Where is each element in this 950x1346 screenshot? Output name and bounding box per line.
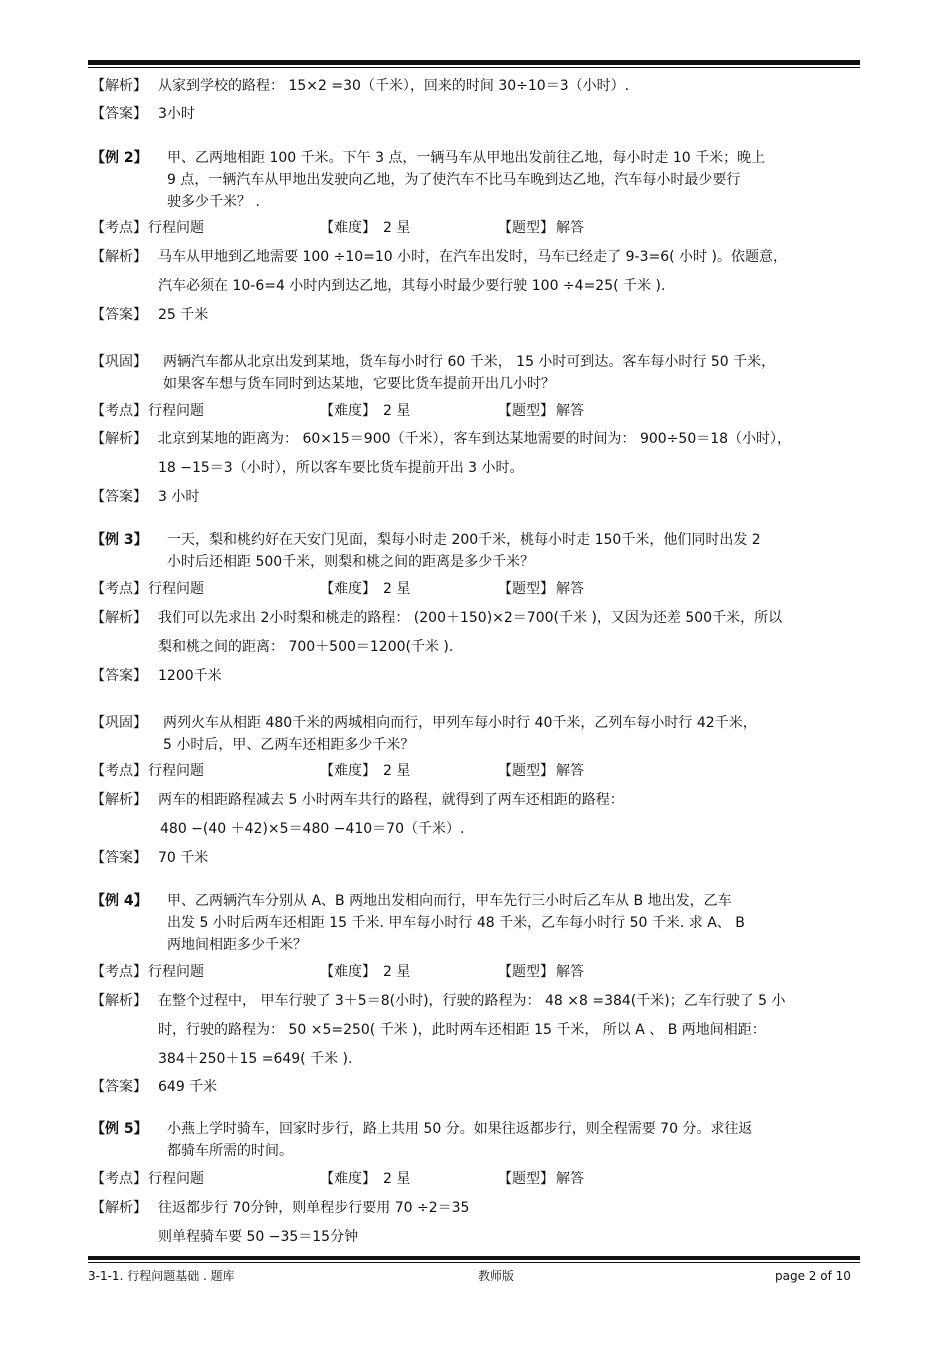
analysis-label: 【解析】 xyxy=(91,249,147,265)
answer-text: 649 千米 xyxy=(158,1079,218,1095)
question-type-label: 【题型】 xyxy=(498,1171,554,1187)
example-4-question-line3: 两地间相距多少千米？ xyxy=(167,937,307,953)
answer-label: 【答案】 xyxy=(91,850,147,866)
knowledge-point-label: 【考点】 xyxy=(91,403,147,419)
example-2-question-line1: 甲、乙两地相距 100 千米。下午 3 点，一辆马车从甲地出发前往乙地，每小时走 10 千米；晚上 xyxy=(167,150,766,166)
consolidation-question-line1: 两列火车从相距 480千米的两城相向而行，甲列车每小时行 40千米，乙列车每小时行 42千米， xyxy=(163,715,757,731)
analysis-line2: 时，行驶的路程为： 50 ×5=250( 千米 )，此时两车还相距 15 千米， 所以 A 、 B 两地间相距： xyxy=(158,1022,766,1038)
consolidation-question-line1: 两辆汽车都从北京出发到某地，货车每小时行 60 千米， 15 小时可到达。客车每小时行 50 千米， xyxy=(163,354,776,370)
header-rule-thin xyxy=(88,67,860,68)
analysis-line1: 往返都步行 70分钟，则单程步行要用 70 ÷2＝35 xyxy=(158,1200,470,1216)
analysis-line2: 480 −(40 ＋42)×5＝480 −410＝70（千米）. xyxy=(160,821,465,837)
example-5-question-line1: 小燕上学时骑车，回家时步行，路上共用 50 分。如果往返都步行，则全程需要 70 分。求往返 xyxy=(167,1121,753,1137)
analysis-line2: 梨和桃之间的距离： 700＋500＝1200(千米 ). xyxy=(158,639,454,655)
example-5-question-line2: 都骑车所需的时间。 xyxy=(167,1143,293,1159)
analysis-label: 【解析】 xyxy=(91,1200,147,1216)
consolidation-question-line2: 如果客车想与货车同时到达某地，它要比货车提前开出几小时？ xyxy=(163,376,555,392)
question-type-label: 【题型】 xyxy=(498,403,554,419)
answer-label: 【答案】 xyxy=(91,489,147,505)
example-2-question-line2: 9 点，一辆汽车从甲地出发驶向乙地，为了使汽车不比马车晚到达乙地，汽车每小时最少要行 xyxy=(167,172,741,188)
question-type-label: 【题型】 xyxy=(498,964,554,980)
analysis-line2: 则单程骑车要 50 −35＝15分钟 xyxy=(158,1229,359,1245)
difficulty-label: 【难度】 xyxy=(320,220,376,236)
question-type-label: 【题型】 xyxy=(498,581,554,597)
knowledge-point-label: 【考点】 xyxy=(91,220,147,236)
analysis-line2: 18 −15＝3（小时），所以客车要比货车提前开出 3 小时。 xyxy=(158,460,524,476)
difficulty-value: 2 星 xyxy=(383,403,411,419)
question-type-label: 【题型】 xyxy=(498,220,554,236)
footer-rule xyxy=(88,1256,860,1260)
example-4-label: 【例 4】 xyxy=(91,893,148,909)
answer-text: 70 千米 xyxy=(158,850,209,866)
question-type-value: 解答 xyxy=(556,220,584,236)
difficulty-label: 【难度】 xyxy=(320,964,376,980)
analysis-label: 【解析】 xyxy=(91,431,147,447)
answer-text: 3小时 xyxy=(158,106,195,122)
analysis-label: 【解析】 xyxy=(91,792,147,808)
example-3-label: 【例 3】 xyxy=(91,532,148,548)
answer-label: 【答案】 xyxy=(91,106,147,122)
knowledge-point-label: 【考点】 xyxy=(91,581,147,597)
header-rule xyxy=(88,60,860,65)
knowledge-point-label: 【考点】 xyxy=(91,1171,147,1187)
analysis-line1: 马车从甲地到乙地需要 100 ÷10=10 小时，在汽车出发时，马车已经走了 9-3=6( 小时 )。依题意， xyxy=(158,249,787,265)
analysis-line2: 汽车必须在 10-6=4 小时内到达乙地，其每小时最少要行驶 100 ÷4=25( 千米 ). xyxy=(158,278,666,294)
question-type-label: 【题型】 xyxy=(498,763,554,779)
footer-page-number: page 2 of 10 xyxy=(775,1269,851,1283)
knowledge-point-value: 行程问题 xyxy=(148,964,204,980)
footer-rule-thin xyxy=(88,1262,860,1263)
analysis-line1: 北京到某地的距离为： 60×15＝900（千米），客车到达某地需要的时间为： 900÷50＝18（小时）， xyxy=(158,431,792,447)
example-3-question-line1: 一天，梨和桃约好在天安门见面，梨每小时走 200千米，桃每小时走 150千米，他们同时出发 2 xyxy=(167,532,761,548)
difficulty-value: 2 星 xyxy=(383,581,411,597)
knowledge-point-value: 行程问题 xyxy=(148,220,204,236)
difficulty-label: 【难度】 xyxy=(320,1171,376,1187)
answer-label: 【答案】 xyxy=(91,1079,147,1095)
analysis-line1: 在整个过程中， 甲车行驶了 3＋5＝8(小时)，行驶的路程为： 48 ×8 =384(千米)；乙车行驶了 5 小 xyxy=(158,993,786,1009)
example-4-question-line2: 出发 5 小时后两车还相距 15 千米. 甲车每小时行 48 千米，乙车每小时行 50 千米. 求 A、 B xyxy=(167,915,745,931)
example-3-question-line2: 小时后还相距 500千米，则梨和桃之间的距离是多少千米？ xyxy=(167,554,535,570)
footer-left: 3-1-1. 行程问题基础 . 题库 xyxy=(88,1269,235,1283)
answer-text: 25 千米 xyxy=(158,307,209,323)
knowledge-point-value: 行程问题 xyxy=(148,763,204,779)
difficulty-label: 【难度】 xyxy=(320,581,376,597)
answer-label: 【答案】 xyxy=(91,307,147,323)
difficulty-label: 【难度】 xyxy=(320,763,376,779)
question-type-value: 解答 xyxy=(556,763,584,779)
difficulty-value: 2 星 xyxy=(383,763,411,779)
example-4-question-line1: 甲、乙两辆汽车分别从 A、B 两地出发相向而行，甲车先行三小时后乙车从 B 地出发，乙车 xyxy=(167,893,732,909)
difficulty-label: 【难度】 xyxy=(320,403,376,419)
footer-center: 教师版 xyxy=(478,1269,515,1283)
analysis-label: 【解析】 xyxy=(91,78,147,94)
question-type-value: 解答 xyxy=(556,964,584,980)
knowledge-point-label: 【考点】 xyxy=(91,964,147,980)
answer-label: 【答案】 xyxy=(91,668,147,684)
knowledge-point-value: 行程问题 xyxy=(148,1171,204,1187)
example-2-label: 【例 2】 xyxy=(91,150,148,166)
consolidation-question-line2: 5 小时后，甲、乙两车还相距多少千米？ xyxy=(163,737,415,753)
example-2-question-line3: 驶多少千米？ . xyxy=(167,194,260,210)
consolidation-label: 【巩固】 xyxy=(91,354,147,370)
difficulty-value: 2 星 xyxy=(383,220,411,236)
analysis-line3: 384＋250＋15 =649( 千米 ). xyxy=(158,1051,353,1067)
analysis-text: 从家到学校的路程： 15×2 =30（千米），回来的时间 30÷10＝3（小时）. xyxy=(158,78,630,94)
answer-text: 3 小时 xyxy=(158,489,200,505)
difficulty-value: 2 星 xyxy=(383,964,411,980)
analysis-line1: 我们可以先求出 2小时梨和桃走的路程： (200＋150)×2＝700(千米 )，又因为还差 500千米，所以 xyxy=(158,610,783,626)
question-type-value: 解答 xyxy=(556,581,584,597)
knowledge-point-value: 行程问题 xyxy=(148,581,204,597)
consolidation-label: 【巩固】 xyxy=(91,715,147,731)
analysis-label: 【解析】 xyxy=(91,610,147,626)
knowledge-point-value: 行程问题 xyxy=(148,403,204,419)
analysis-line1: 两车的相距路程减去 5 小时两车共行的路程，就得到了两车还相距的路程： xyxy=(158,792,624,808)
question-type-value: 解答 xyxy=(556,403,584,419)
answer-text: 1200千米 xyxy=(158,668,222,684)
difficulty-value: 2 星 xyxy=(383,1171,411,1187)
analysis-label: 【解析】 xyxy=(91,993,147,1009)
knowledge-point-label: 【考点】 xyxy=(91,763,147,779)
question-type-value: 解答 xyxy=(556,1171,584,1187)
example-5-label: 【例 5】 xyxy=(91,1121,148,1137)
